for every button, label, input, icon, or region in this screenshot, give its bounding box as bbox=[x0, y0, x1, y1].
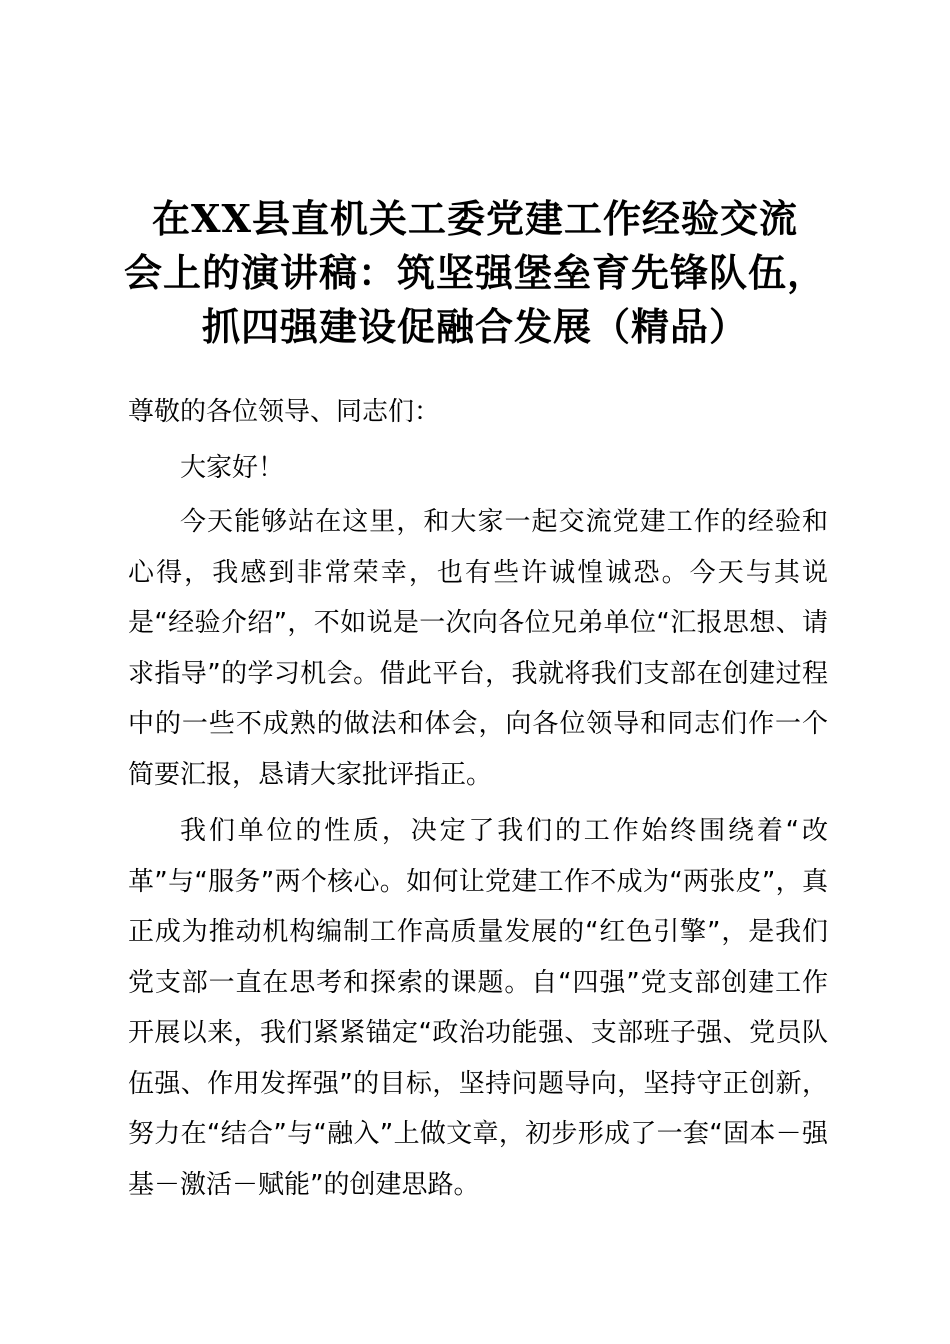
body-paragraph: 今天能够站在这里，和大家一起交流党建工作的经验和心得，我感到非常荣幸，也有些许诚惶诚恐。今天与其说是“经验介绍”，不如说是一次向各位兄弟单位“汇报思想、请求指导”的学习机会。借此平台，我就将我们支部在创建过程中的一些不成熟的做法和体会，向各位领导和同志们作一个简要汇报，恳请大家批评指正。 bbox=[128, 507, 828, 790]
title-line: 抓四强建设促融合发展（精品） bbox=[201, 304, 748, 349]
document-title bbox=[110, 192, 840, 354]
document-body bbox=[128, 393, 828, 1216]
salutation: 尊敬的各位领导、同志们： bbox=[128, 397, 441, 427]
title-line: 在XX县直机关工委党建工作经验交流 bbox=[152, 196, 798, 241]
title-line: 会上的演讲稿：筑坚强堡垒育先锋队伍， bbox=[123, 250, 826, 295]
greeting-paragraph: 大家好！ bbox=[180, 453, 285, 483]
body-paragraph: 我们单位的性质，决定了我们的工作始终围绕着“改革”与“服务”两个核心。如何让党建工作不成为“两张皮”，真正成为推动机构编制工作高质量发展的“红色引擎”，是我们党支部一直在思考和探索的课题。自“四强”党支部创建工作开展以来，我们紧紧锚定“政治功能强、支部班子强、党员队伍强、作用发挥强”的目标，坚持问题导向，坚持守正创新，努力在“结合”与“融入”上做文章，初步形成了一套“固本－强基－激活－赋能”的创建思路。 bbox=[128, 816, 828, 1200]
